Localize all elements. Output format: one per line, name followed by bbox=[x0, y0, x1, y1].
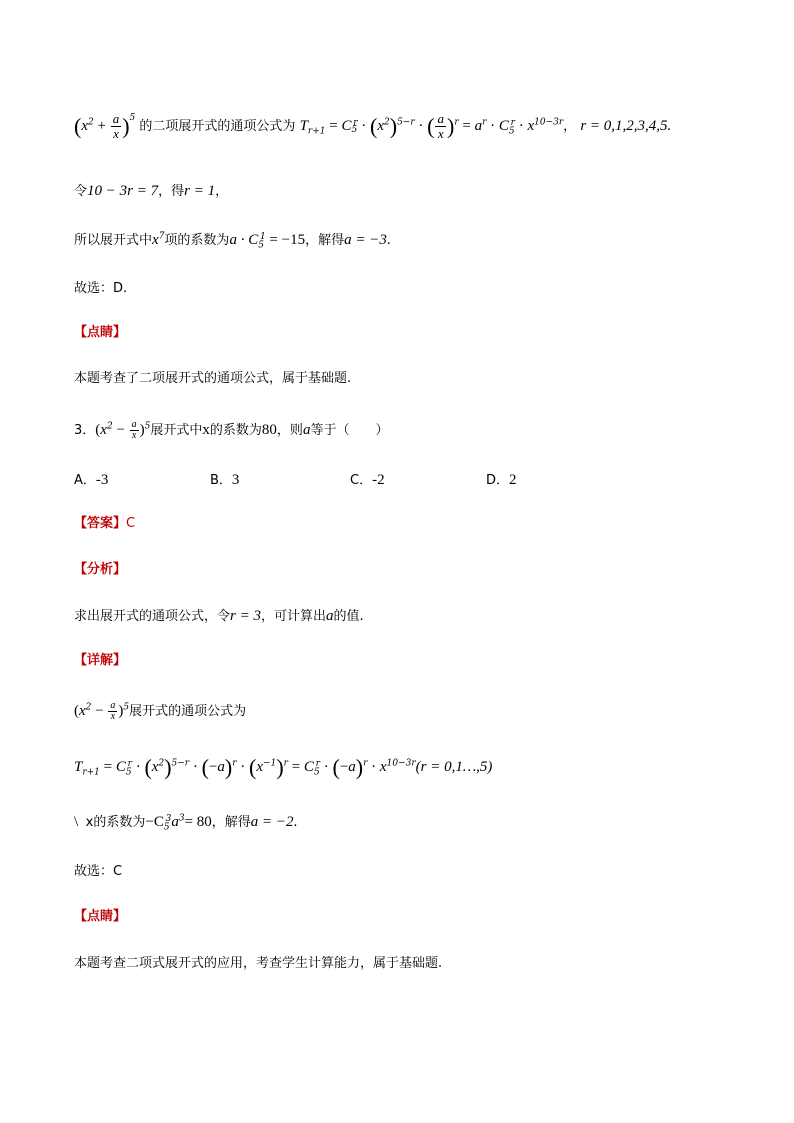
detail-formula: $T_{r+1} = C_5^r \cdot (x^2)^{5-r} \cdot (-a)^r \cdot (x^{-1})^r = C_5^r \cdot (-a)^r \cdot x^{10-3r}(r$ = 0,1…,5) bbox=[74, 754, 493, 780]
option-b[interactable]: B．3 bbox=[210, 472, 240, 488]
choice-prev: 故选：D. bbox=[74, 281, 128, 296]
comment-heading-prev: 【点睛】 bbox=[74, 325, 127, 340]
comment-text-prev: 本题考查了二项展开式的通项公式，属于基础题. bbox=[74, 371, 352, 386]
detail-coefficient: \ x的系数为$-C_5^3a^3= 80$，解得a = −2. bbox=[74, 813, 298, 833]
option-d[interactable]: D．2 bbox=[486, 472, 517, 488]
comment-text-q3: 本题考查二项式展开式的应用，考查学生计算能力，属于基础题. bbox=[74, 956, 443, 971]
general-term-line: ($x^2$ + $\frac{a}{x}$ )$^5$ 的二项展开式的通项公式为 $T_{r+1} = C_5^r \cdot (x^2)^{5-r}$ · ( $\frac{a}{x}$ )$^r = a^r \cdot C_5^r \cdot x^{10-3r}$， r = 0,1,2,3,4,5. bbox=[74, 111, 672, 141]
comment-heading-q3: 【点睛】 bbox=[74, 909, 127, 924]
r-values: r = 0,1,2,3,4,5. bbox=[580, 118, 672, 134]
option-c[interactable]: C．-2 bbox=[350, 472, 385, 488]
question-3-options bbox=[74, 470, 534, 490]
question-3-stem: 3．($x^2$ − $\frac{a}{x}$ )$^5$展开式中x的系数为80，则a等于（ ） bbox=[74, 419, 389, 441]
coefficient-line: 所以展开式中$x^7$项的系数为$a \cdot C_5^1 = -15$，解得a = −3. bbox=[74, 231, 391, 251]
answer-value: C bbox=[126, 516, 136, 531]
answer-line: 【答案】C bbox=[74, 516, 136, 531]
choice-q3: 故选：C bbox=[74, 864, 123, 879]
analysis-text: 求出展开式的通项公式，令r = 3，可计算出a的值. bbox=[74, 608, 364, 624]
detail-heading: 【详解】 bbox=[74, 653, 127, 668]
analysis-heading: 【分析】 bbox=[74, 562, 127, 577]
paren-open: ( bbox=[74, 113, 82, 139]
set-equation-line: 令10 − 3r = 7，得r = 1， bbox=[74, 183, 229, 199]
general-term-intro: 的二项展开式的通项公式为 bbox=[139, 119, 296, 134]
detail-intro: ($x^2$ − $\frac{a}{x}$ )$^5$展开式的通项公式为 bbox=[74, 700, 247, 722]
option-a[interactable]: A．-3 bbox=[74, 472, 109, 488]
fraction-a-over-x: $\frac{a}{x}$ bbox=[112, 111, 120, 141]
